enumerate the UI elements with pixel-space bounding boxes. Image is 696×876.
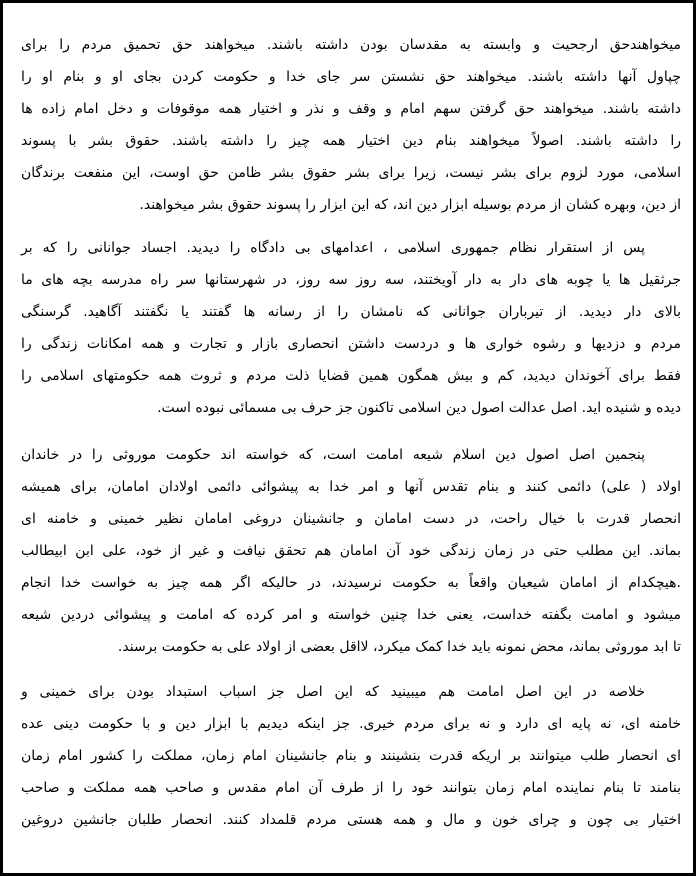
text-line: تا ابد موروثی بماند، محض نمونه باید خدا کمک میکرد، لااقل بعضی از اولاد علی به حکومت برسند.: [117, 639, 681, 655]
text-line: مردم و دزدیها و رشوه خواری ها و دردست داشتن انحصاری بازار و تجارت و همه امکانات زندگی را: [21, 336, 681, 352]
text-line: میخواهندحق ارجحیت و وابسته به مقدسان بودن داشته باشند. میخواهند حق تحمیق مردم را برای: [21, 37, 681, 53]
text-line: ای انحصار طلب میتوانند بر اریکه قدرت بنشینند و بنام جانشینان امام زمان، مملکت را کشور امام زمان: [21, 748, 681, 764]
text-line: بنامند تا بنام نماینده امام زمان بتوانند خود را از طرف آن امام مقدس و صاحب همه مملکت و صاحب: [21, 780, 681, 796]
text-line: اولاد ( علی) دائمی کنند و بنام تقدس آنها و امر خدا به پیشوائی دائمی اولادان امامان، برای همیشه: [21, 479, 681, 495]
text-line: بالای دار دیدید. از تیرباران جوانانی که نامشان را از رسانه ها گفتند یا نگفتند آگاهید. گرسنگی: [21, 304, 681, 320]
text-line: خامنه ای، نه پایه ای دارد و نه برای مردم خیری. جز اینکه دیدیم با ابزار دین و با حکومت دینی عده: [21, 716, 681, 732]
text-line: خلاصه در این اصل امامت هم میبینید که این اصل جز اسباب استبداد بودن برای خمینی و: [21, 684, 645, 700]
text-line: داشته باشند. میخواهند حق گرفتن سهم امام و وقف و نذر و اختیار همه موقوفات و دخل امام زاده ها: [21, 101, 681, 117]
text-line: فقط برای آخوندان دیدید، کم و بیش همگون همین قضایا ذلت مردم و ثروت همه حکومتهای اسلامی را: [21, 368, 681, 384]
text-line: بماند. این مطلب حتی در زمان زندگی خود آن امامان هم تحقق نیافت و غیر از خود، علی ابن ابیطالب: [21, 543, 681, 559]
text-line: از دین، وبهره کشان از مردم بوسیله ابزار دین اند، که این ابزار را پسوند حقوق بشر میخواهند.: [139, 197, 681, 213]
text-line: میشود و امامت بگفته خداست، یعنی خدا چنین خواسته و امر کرده که امامت و پیشوائی دردین شیعه: [21, 607, 681, 623]
text-line: را داشته باشند. اصولاً میخواهند بنام دین اختیار همه چیز را داشته باشند. حقوق بشر با پسوند: [21, 133, 681, 149]
text-line: انحصار قدرت با خیال راحت، در دست امامان و جانشینان دروغی امامان نظیر خمینی و خامنه ای: [21, 511, 681, 527]
text-line: چپاول آنها داشته باشند. میخواهند حق نشستن سر جای خدا و حکومت کردن بجای او و بنام او را: [21, 69, 681, 85]
text-line: پنجمین اصل اصول دین اسلام شیعه امامت است، که خواسته اند حکومت موروثی را در خاندان: [21, 447, 645, 463]
text-line: پس از استقرار نظام جمهوری اسلامی ، اعدامهای بی دادگاه را دیدید. اجساد جوانانی را که بر: [21, 240, 645, 256]
text-line: اسلامی، مورد لزوم برای بشر نیست، زیرا برای بشر حقوق بشر ظامن حق اوست، این منفعت برندگان: [21, 165, 681, 181]
text-line: جرثقیل ها یا چوبه های دار به دار آویختند، سه روز سه روز، در شهرستانها سر راه مدرسه بچه های ما: [21, 272, 681, 288]
text-line: اختیار بی چون و چرای خون و مال و همه هستی مردم قلمداد کنند. انحصار طلبان جانشین دروغین: [21, 812, 681, 828]
text-line: .هیچکدام از امامان شیعیان واقعاً به حکومت نرسیدند، در حالیکه اگر همه چیز به خواست خدا انجام: [21, 575, 681, 591]
text-line: دیده و شنیده اید. اصل عدالت اصول دین اسلامی تاکنون جز حرف بی مسمائی نبوده است.: [157, 400, 681, 416]
